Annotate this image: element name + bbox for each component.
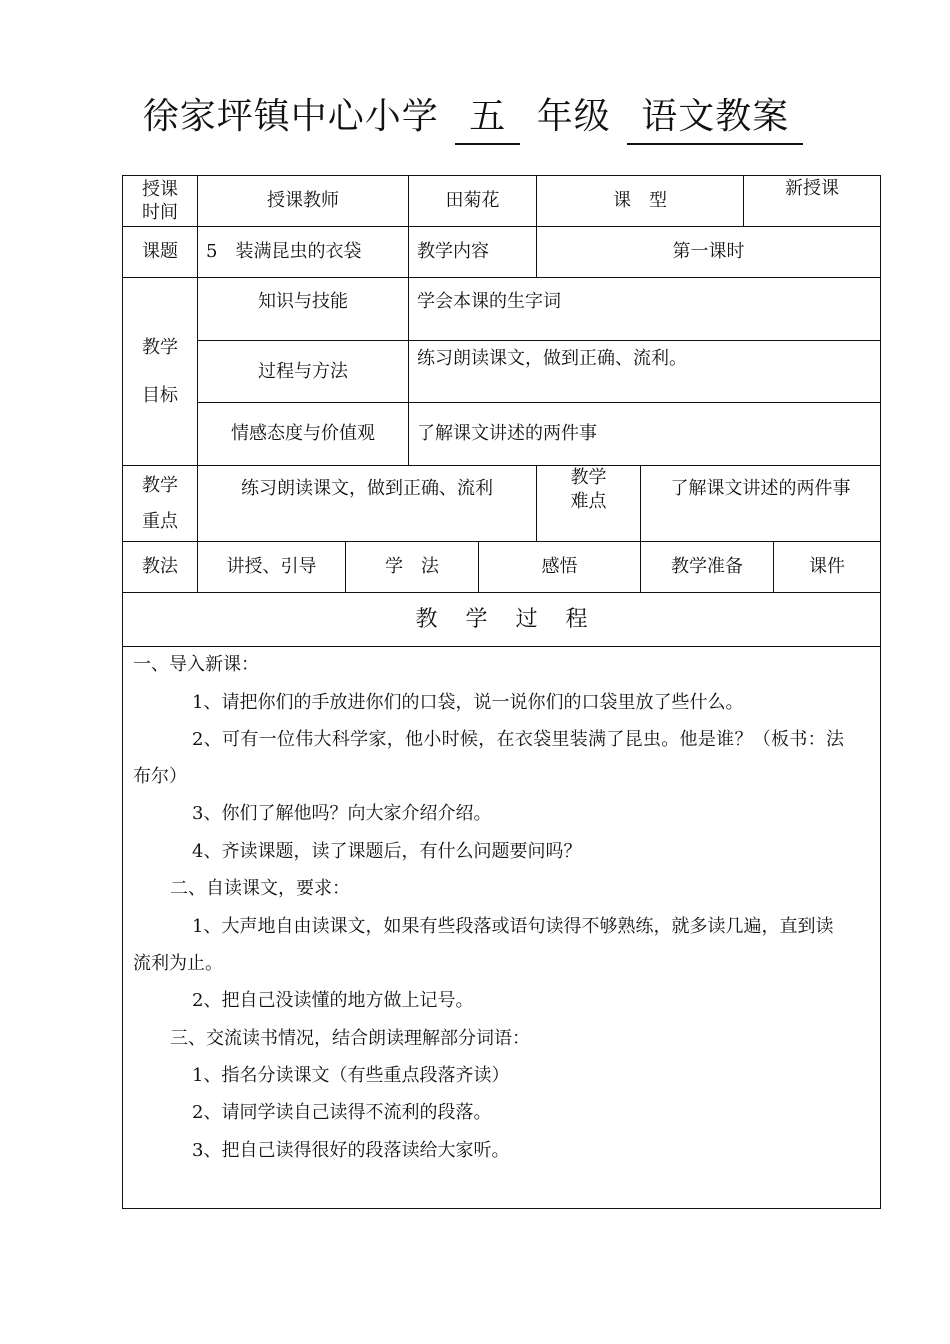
goal-value: 学会本课的生字词	[417, 291, 561, 312]
process-line: 一、导入新课：	[133, 654, 259, 675]
process-line: 三、交流读书情况，结合朗读理解部分词语：	[170, 1028, 530, 1049]
topic-value: 5 装满昆虫的衣袋	[206, 241, 362, 262]
difficulty-label-line2: 难点	[570, 491, 607, 512]
goal-name: 情感态度与价值观	[231, 423, 375, 444]
goal-name: 知识与技能	[258, 291, 348, 312]
goals-label-line2: 目标	[142, 384, 178, 406]
process-line: 流利为止。	[133, 953, 223, 974]
process-line: 4、齐读课题，读了课题后，有什么问题要问吗？	[192, 841, 582, 862]
teacher-label: 授课教师	[267, 190, 339, 211]
process-line: 3、你们了解他吗？向大家介绍介绍。	[192, 803, 492, 824]
difficulty-label	[537, 466, 640, 541]
difficulty-value: 了解课文讲述的两件事	[670, 478, 851, 499]
teach-method-value: 讲授、引导	[226, 556, 317, 577]
goals-label-line1: 教学	[142, 336, 178, 358]
page-title	[0, 88, 950, 145]
time-label	[123, 176, 197, 226]
process-line: 1、大声地自由读课文，如果有些段落或语句读得不够熟练，就多读几遍，直到读	[192, 916, 834, 937]
teach-method-label: 教法	[142, 556, 178, 577]
goal-value: 了解课文讲述的两件事	[417, 423, 597, 444]
difficulty-label-line1: 教学	[570, 467, 607, 488]
time-label-line1: 授课	[142, 179, 178, 200]
time-label-line2: 时间	[142, 202, 178, 223]
goals-label	[123, 278, 197, 465]
process-line: 2、请同学读自己读得不流利的段落。	[192, 1102, 492, 1123]
process-line: 1、指名分读课文（有些重点段落齐读）	[192, 1065, 510, 1086]
teacher-name: 田菊花	[445, 190, 500, 211]
process-heading: 教学过程	[415, 606, 616, 632]
process-line: 1、请把你们的手放进你们的口袋，说一说你们的口袋里放了些什么。	[192, 692, 744, 713]
process-line: 布尔）	[133, 766, 187, 787]
goal-value: 练习朗读课文，做到正确、流利。	[417, 348, 687, 369]
process-line: 2、把自己没读懂的地方做上记号。	[192, 990, 474, 1011]
goal-name: 过程与方法	[258, 360, 348, 382]
grade-suffix: 年级	[536, 96, 611, 137]
type-value: 新授课	[785, 178, 839, 199]
school-name: 徐家坪镇中心小学	[142, 96, 439, 137]
subject-blank: 语文教案	[627, 88, 803, 145]
content-label: 教学内容	[417, 241, 489, 262]
process-line: 2、可有一位伟大科学家，他小时候，在衣袋里装满了昆虫。他是谁？（板书：法	[192, 729, 845, 750]
prep-label: 教学准备	[671, 556, 743, 577]
grade-blank: 五	[455, 88, 520, 145]
prep-value: 课件	[809, 556, 845, 577]
learn-method-value: 感悟	[541, 556, 578, 577]
topic-label: 课题	[142, 241, 178, 262]
focus-label	[123, 466, 197, 541]
focus-label-line1: 教学	[142, 474, 178, 496]
learn-method-label: 学 法	[385, 556, 439, 577]
focus-value: 练习朗读课文，做到正确、流利	[241, 478, 493, 499]
process-line: 3、把自己读得很好的段落读给大家听。	[192, 1140, 510, 1161]
content-value: 第一课时	[672, 241, 745, 262]
type-label: 课 型	[613, 190, 667, 211]
focus-label-line2: 重点	[142, 510, 178, 532]
process-line: 二、自读课文，要求：	[170, 878, 350, 899]
